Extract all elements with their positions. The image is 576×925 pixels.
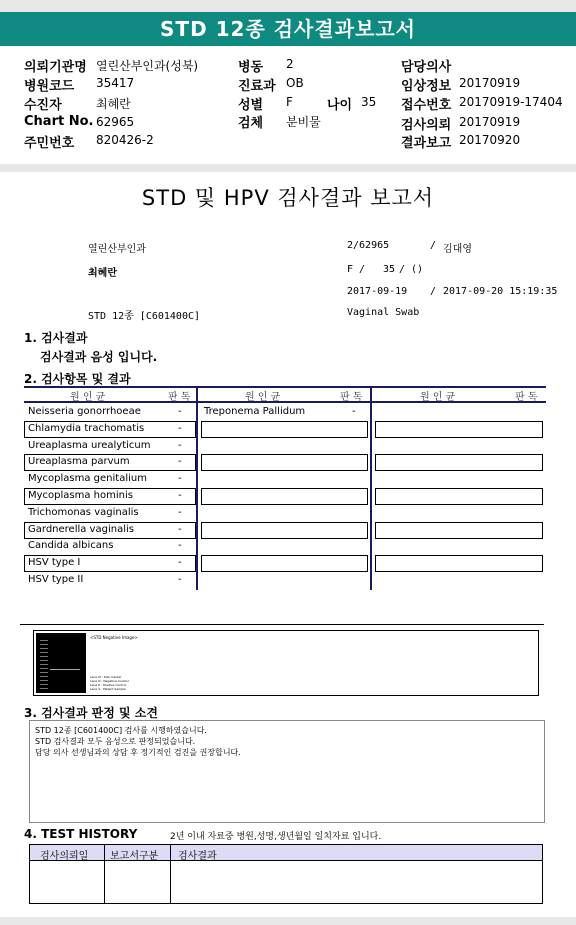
rrn-value: 820426-2 — [96, 133, 154, 147]
ward-value: 2 — [286, 57, 294, 71]
pathogen-name: Gardnerella vaginalis — [28, 523, 134, 535]
opinion-line: STD 검사결과 모두 음성으로 판정되었습니다. — [35, 737, 196, 746]
report-title: STD 12종 검사결과보고서 — [160, 17, 416, 41]
gel-ladder — [40, 637, 48, 691]
report-patient: 최혜란 — [88, 268, 117, 279]
history-header — [30, 845, 542, 861]
pathogen-result: - — [178, 523, 182, 535]
org-label: 의뢰기관명 — [24, 60, 87, 75]
gel-band — [50, 669, 80, 670]
col-divider-2 — [370, 386, 372, 590]
history-col-type: 보고서구분 — [110, 851, 159, 862]
patient-value: 최혜란 — [96, 97, 131, 111]
doctor-label: 담당의사 — [401, 60, 452, 75]
history-col-date: 검사의뢰일 — [40, 851, 89, 862]
report-date-slash: / — [430, 286, 437, 297]
pathogen-result: - — [178, 540, 182, 552]
ward-label: 병동 — [238, 60, 264, 75]
col-result-1: 판 독 — [168, 392, 191, 403]
sex-label: 성별 — [238, 98, 264, 113]
code-value: 35417 — [96, 76, 135, 90]
rrn-label: 주민번호 — [24, 136, 75, 151]
gel-panel — [33, 630, 539, 696]
gel-legend-line: Lane M : Size marker — [90, 675, 122, 679]
request-label: 검사의뢰 — [401, 118, 452, 133]
pathogen-result: - — [178, 406, 182, 417]
gel-image — [36, 633, 86, 693]
history-table — [29, 844, 543, 904]
gel-top-rule — [20, 624, 544, 625]
col-divider-1 — [196, 386, 198, 590]
pathogen-name: HSV type I — [28, 557, 81, 569]
result-label: 결과보고 — [401, 136, 452, 151]
result-row-box — [201, 522, 368, 539]
gel-legend — [90, 675, 129, 691]
result-row-box — [375, 488, 543, 505]
gel-caption: <STD Negative Image> — [90, 635, 138, 640]
dept-value: OB — [286, 76, 304, 90]
result-row-box — [375, 522, 543, 539]
pathogen-name: Neisseria gonorrhoeae — [28, 406, 141, 417]
pathogen-result: - — [178, 473, 182, 485]
pathogen-result: - — [178, 574, 182, 585]
col-pathogen-2: 원 인 균 — [245, 392, 281, 403]
report-sex: F / — [347, 264, 366, 275]
report-date-request: 2017-09-19 — [347, 286, 408, 297]
report-org: 열린산부인과 — [88, 244, 146, 255]
opinion-line: STD 12종 [C601400C] 검사를 시행하였습니다. — [35, 726, 207, 735]
report-date-result: 2017-09-20 15:19:35 — [443, 286, 558, 297]
clinical-value: 20170919 — [459, 76, 521, 90]
section-1-text: 검사결과 음성 입니다. — [40, 350, 158, 364]
section-2-title: 2. 검사항목 및 결과 — [24, 372, 131, 386]
pathogen-result: - — [178, 506, 182, 518]
result-row-box — [201, 555, 368, 572]
report-chart-slash: / — [430, 240, 437, 251]
history-divider — [104, 845, 105, 903]
receipt-label: 접수번호 — [401, 98, 452, 113]
section-4-note: 2년 이내 자료중 병원,성명,생년월일 일치자료 입니다. — [170, 832, 382, 842]
pathogen-result: - — [178, 490, 182, 501]
pathogen-name: Trichomonas vaginalis — [28, 506, 139, 518]
specimen-value: 분비물 — [286, 115, 321, 129]
item2-name: Treponema Pallidum — [204, 406, 306, 417]
history-col-result: 검사결과 — [178, 851, 217, 862]
gel-legend-line: Lane N : Negative Control — [90, 679, 129, 683]
section-3-title: 3. 검사결과 판정 및 소견 — [24, 706, 158, 720]
dept-label: 진료과 — [238, 79, 276, 94]
age-value: 35 — [361, 95, 377, 109]
patient-label: 수진자 — [24, 98, 62, 113]
result-row-box — [201, 488, 368, 505]
result-row-box — [201, 421, 368, 438]
col-pathogen-1: 원 인 균 — [70, 392, 106, 403]
col-result-3: 판 독 — [515, 392, 538, 403]
report-age-paren: / () — [399, 264, 424, 275]
report-chart-name: 김대영 — [443, 244, 472, 255]
org-value: 열린산부인과(성북) — [96, 59, 199, 73]
receipt-value: 20170919-17404 — [459, 95, 563, 109]
result-row-box — [375, 421, 543, 438]
sex-value: F — [286, 95, 293, 109]
report-title-bar — [0, 12, 576, 46]
result-value: 20170920 — [459, 133, 521, 147]
result-row-box — [201, 454, 368, 471]
request-value: 20170919 — [459, 115, 521, 129]
gel-legend-line: Lane S : Patient Sample — [90, 687, 126, 691]
pathogen-name: Ureaplasma urealyticum — [28, 439, 151, 451]
pathogen-name: Mycoplasma genitalium — [28, 473, 147, 485]
clinical-label: 임상정보 — [401, 79, 452, 94]
opinion-box — [29, 720, 545, 823]
report-page — [0, 172, 576, 917]
age-label: 나이 — [327, 98, 353, 113]
chart-value: 62965 — [96, 115, 135, 129]
col-result-2: 판 독 — [340, 392, 363, 403]
opinion-line: 담당 의사 선생님과의 상담 후 정기적인 검진을 권장합니다. — [35, 748, 241, 757]
pathogen-name: Chlamydia trachomatis — [28, 422, 145, 434]
patient-info-panel — [0, 46, 576, 164]
report-specimen: Vaginal Swab — [347, 307, 420, 318]
report-heading: STD 및 HPV 검사결과 보고서 — [141, 186, 435, 210]
item2-result: - — [352, 406, 356, 417]
section-4-title: 4. TEST HISTORY — [24, 827, 138, 841]
gel-legend-line: Lane P : Positive Control — [90, 683, 127, 687]
report-chart-ref: 2/62965 — [347, 240, 390, 251]
pathogen-result: - — [178, 422, 182, 434]
specimen-label: 검체 — [238, 116, 264, 131]
code-label: 병원코드 — [24, 79, 75, 94]
result-row-box — [375, 555, 543, 572]
report-test-code: STD 12종 [C601400C] — [88, 311, 201, 322]
pathogen-name: Mycoplasma hominis — [28, 490, 133, 501]
report-age: 35 — [383, 264, 396, 275]
pathogen-result: - — [178, 439, 182, 451]
pathogen-name: HSV type II — [28, 574, 84, 585]
col-pathogen-3: 원 인 균 — [420, 392, 456, 403]
result-row-box — [375, 454, 543, 471]
pathogen-name: Candida albicans — [28, 540, 114, 552]
pathogen-result: - — [178, 456, 182, 468]
chart-label: Chart No. — [24, 114, 94, 129]
pathogen-name: Ureaplasma parvum — [28, 456, 130, 468]
history-divider — [170, 845, 171, 903]
section-1-title: 1. 검사결과 — [24, 331, 88, 345]
pathogen-result: - — [178, 557, 182, 569]
